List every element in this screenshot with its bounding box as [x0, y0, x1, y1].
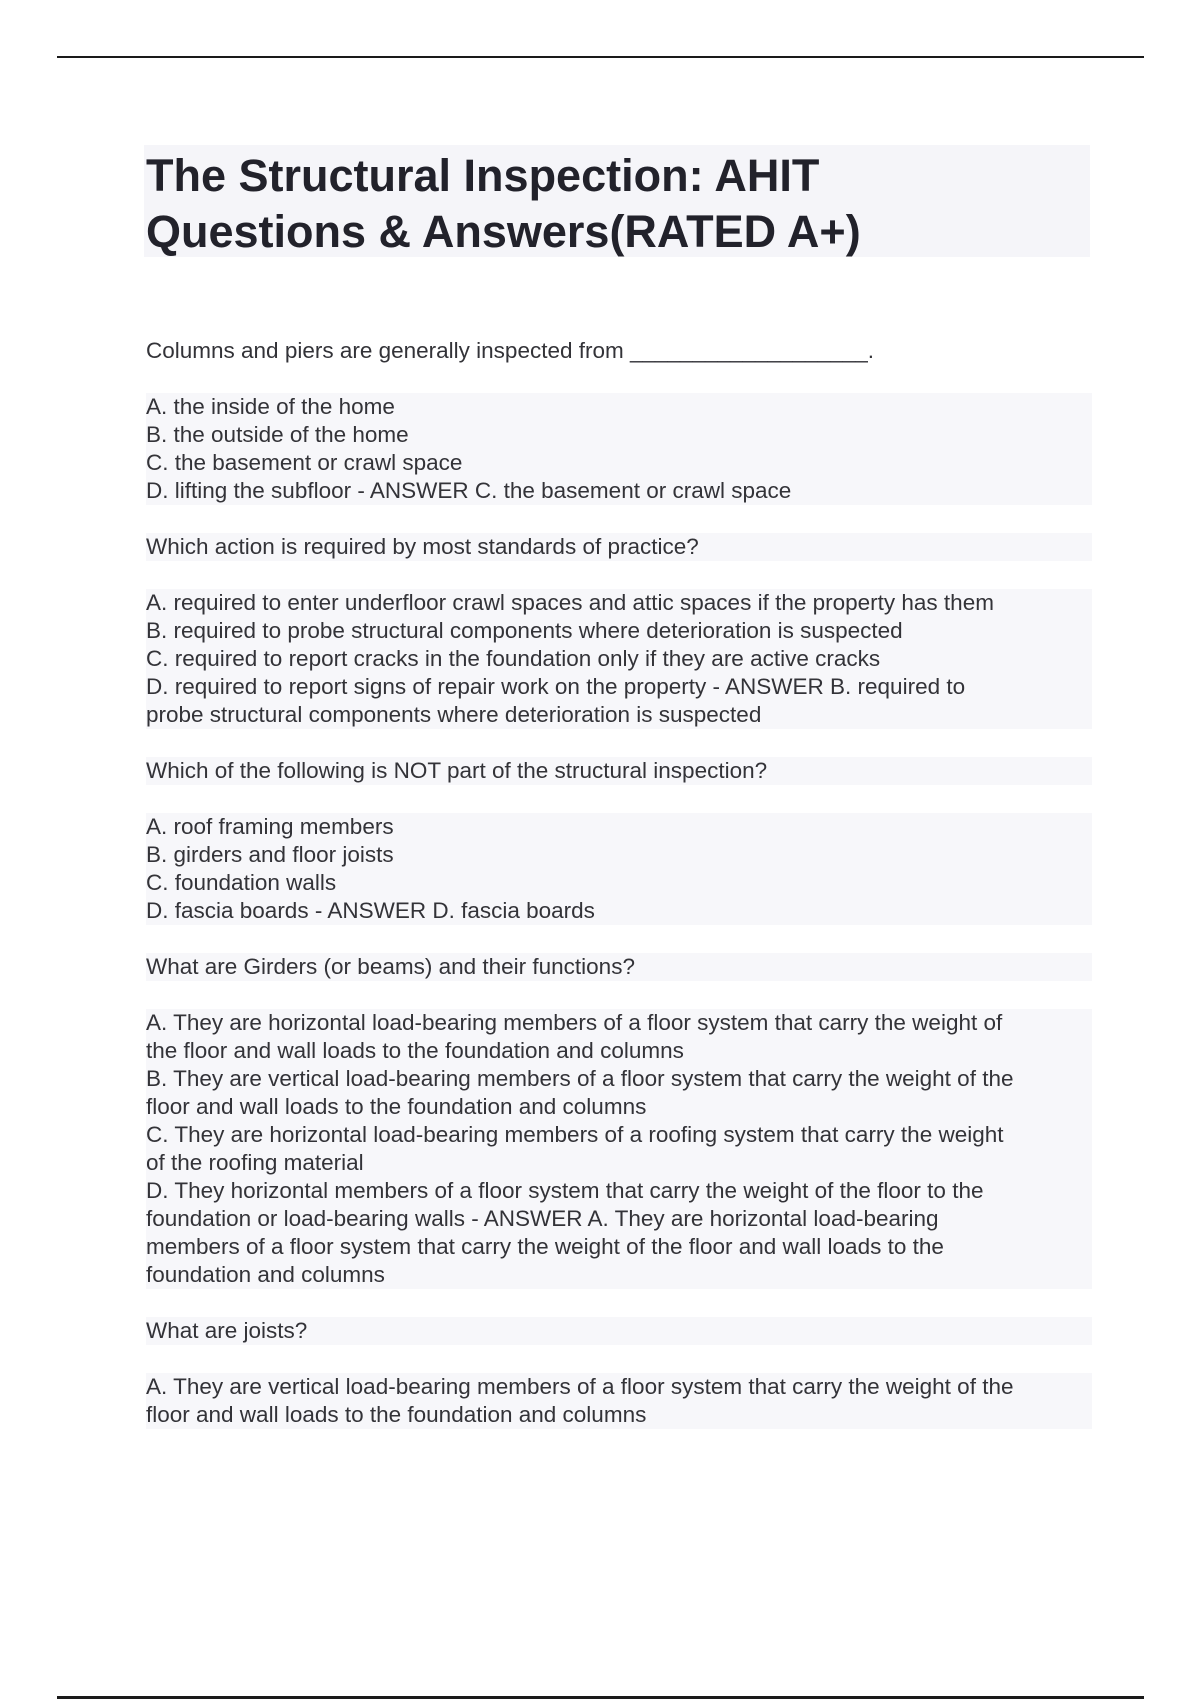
question-text: Columns and piers are generally inspected from ___________________. — [146, 338, 874, 363]
question-4 — [146, 953, 1092, 981]
option-d-answer-cont-2: members of a floor system that carry the weight of the floor and wall loads to the — [146, 1233, 1092, 1261]
option-d-answer-cont: probe structural components where deterioration is suspected — [146, 701, 1092, 729]
option-b: B. They are vertical load-bearing members of a floor system that carry the weight of the — [146, 1065, 1092, 1093]
option-a-cont: floor and wall loads to the foundation and columns — [146, 1401, 1092, 1429]
question-text: Which of the following is NOT part of the structural inspection? — [146, 757, 1092, 785]
option-a-cont: the floor and wall loads to the foundation and columns — [146, 1037, 1092, 1065]
option-c: C. They are horizontal load-bearing members of a roofing system that carry the weight — [146, 1121, 1092, 1149]
options-4 — [146, 1009, 1092, 1289]
option-c: C. the basement or crawl space — [146, 449, 1092, 477]
option-b: B. the outside of the home — [146, 421, 1092, 449]
option-b: B. required to probe structural components where deterioration is suspected — [146, 617, 1092, 645]
options-5 — [146, 1373, 1092, 1429]
option-c: C. required to report cracks in the foundation only if they are active cracks — [146, 645, 1092, 673]
options-2 — [146, 589, 1092, 729]
qa-content — [146, 337, 1092, 1457]
option-d-answer-cont-1: foundation or load-bearing walls - ANSWER A. They are horizontal load-bearing — [146, 1205, 1092, 1233]
option-a: A. They are horizontal load-bearing members of a floor system that carry the weight of — [146, 1009, 1092, 1037]
top-rule — [57, 56, 1144, 58]
option-c-cont: of the roofing material — [146, 1149, 1092, 1177]
option-d-answer: D. lifting the subfloor - ANSWER C. the basement or crawl space — [146, 477, 1092, 505]
question-2 — [146, 533, 1092, 561]
question-1 — [146, 337, 1092, 365]
option-b: B. girders and floor joists — [146, 841, 1092, 869]
question-text: What are joists? — [146, 1317, 1092, 1345]
option-a: A. required to enter underfloor crawl spaces and attic spaces if the property has them — [146, 589, 1092, 617]
options-1 — [146, 393, 1092, 505]
option-a: A. the inside of the home — [146, 393, 1092, 421]
question-text: What are Girders (or beams) and their functions? — [146, 953, 1092, 981]
title-line-1: The Structural Inspection: AHIT — [146, 150, 820, 201]
option-c: C. foundation walls — [146, 869, 1092, 897]
bottom-rule — [57, 1696, 1144, 1699]
option-d-answer: D. They horizontal members of a floor system that carry the weight of the floor to the — [146, 1177, 1092, 1205]
title-line-2: Questions & Answers(RATED A+) — [146, 206, 861, 257]
document-title — [146, 148, 1086, 260]
option-d-answer-cont-3: foundation and columns — [146, 1261, 1092, 1289]
option-a: A. roof framing members — [146, 813, 1092, 841]
option-d-answer: D. fascia boards - ANSWER D. fascia boards — [146, 897, 1092, 925]
question-3 — [146, 757, 1092, 785]
option-a: A. They are vertical load-bearing members of a floor system that carry the weight of the — [146, 1373, 1092, 1401]
option-d-answer: D. required to report signs of repair work on the property - ANSWER B. required to — [146, 673, 1092, 701]
question-5 — [146, 1317, 1092, 1345]
option-b-cont: floor and wall loads to the foundation and columns — [146, 1093, 1092, 1121]
options-3 — [146, 813, 1092, 925]
question-text: Which action is required by most standards of practice? — [146, 533, 1092, 561]
